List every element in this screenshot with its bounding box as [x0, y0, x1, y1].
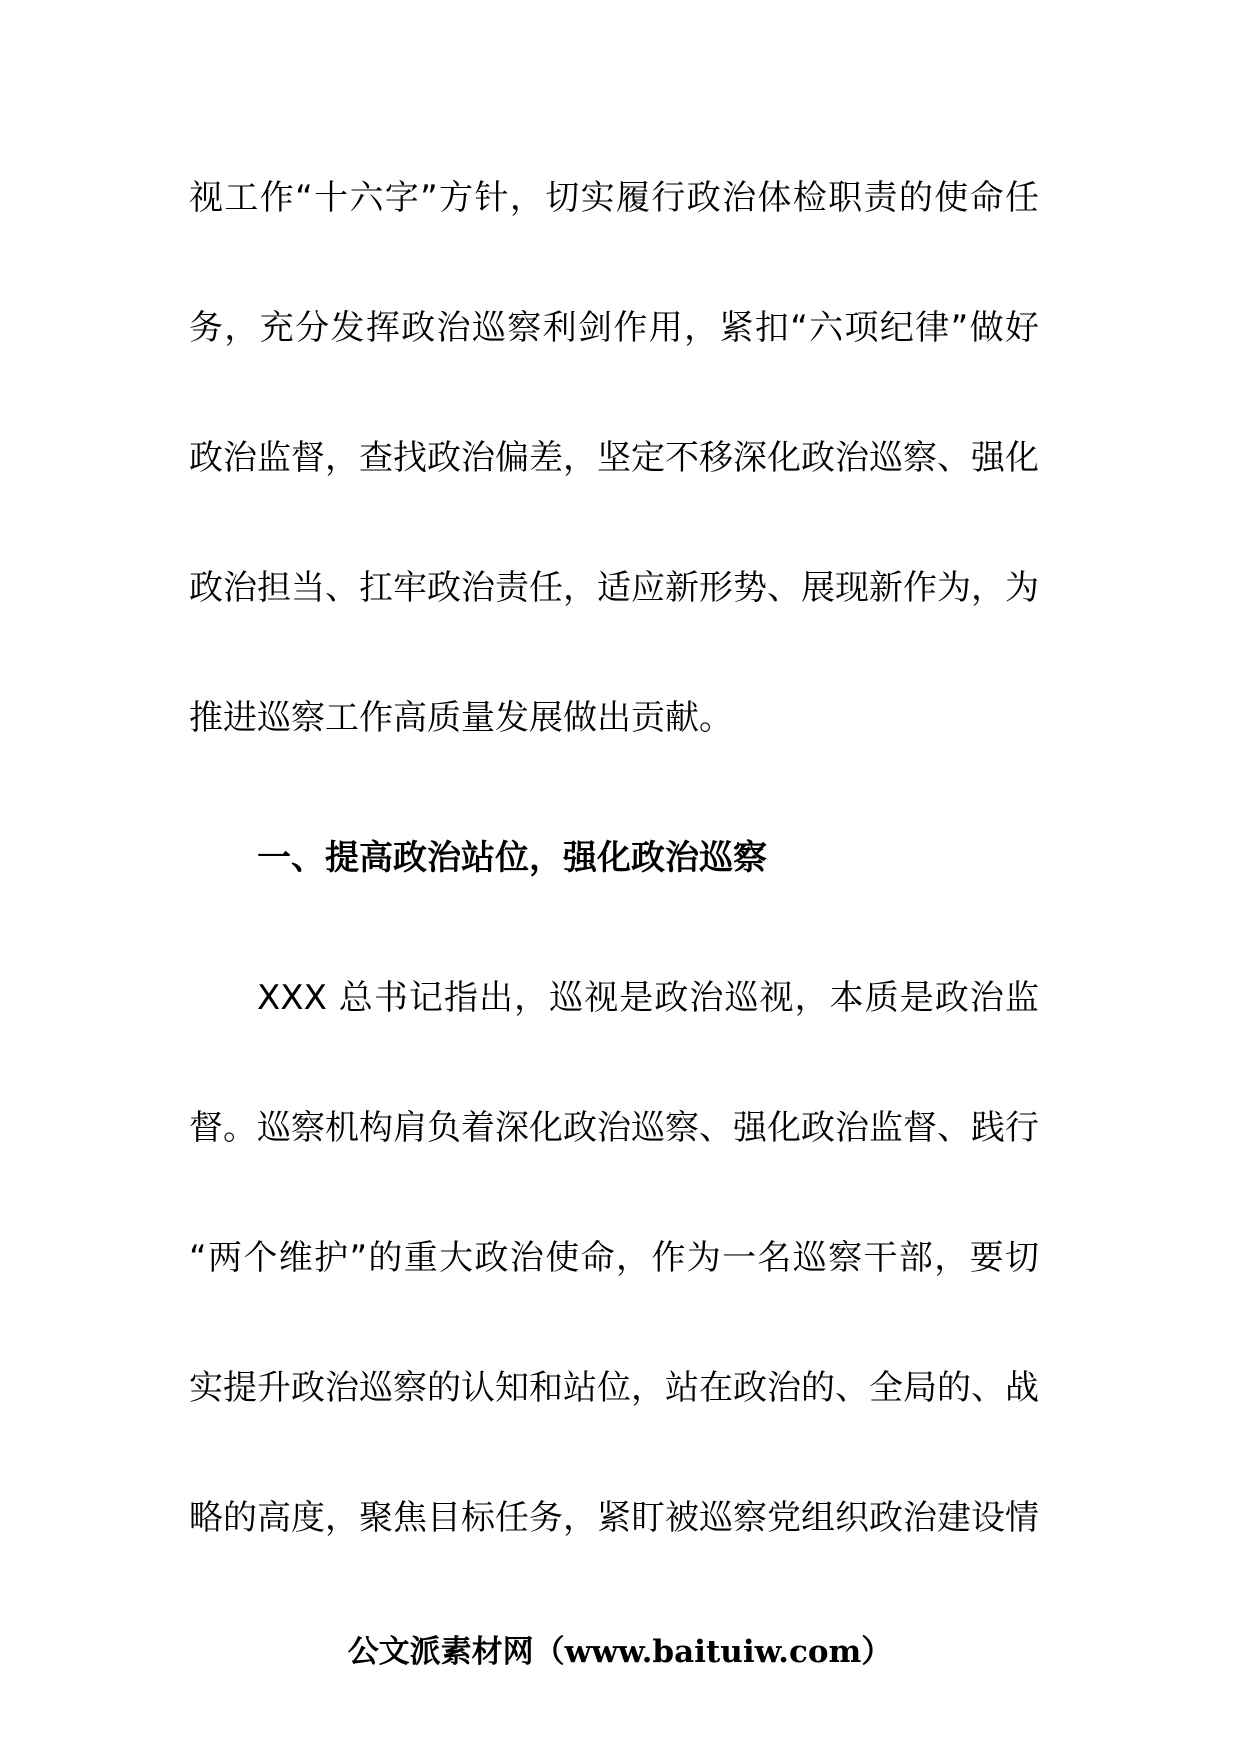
section-heading: 一、提高政治站位，强化政治巡察 — [257, 838, 767, 878]
paragraph-1-line-5: 推进巡察工作高质量发展做出贡献。 — [189, 698, 733, 738]
paragraph-2-line-2: 督。巡察机构肩负着深化政治巡察、强化政治监督、践行 — [189, 1108, 1039, 1148]
paragraph-1-line-3: 政治监督，查找政治偏差，坚定不移深化政治巡察、强化 — [189, 438, 1039, 478]
paragraph-2-line-1: XXX 总书记指出，巡视是政治巡视，本质是政治监 — [257, 978, 1039, 1018]
paragraph-1-line-1: 视工作“十六字”方针，切实履行政治体检职责的使命任 — [189, 178, 1039, 218]
paragraph-2-line-3: “两个维护”的重大政治使命，作为一名巡察干部，要切 — [189, 1238, 1039, 1278]
paragraph-1-line-2: 务，充分发挥政治巡察利剑作用，紧扣“六项纪律”做好 — [189, 308, 1039, 348]
footer-watermark: 公文派素材网（www.baituiw.com） — [347, 1634, 893, 1670]
paragraph-1-line-4: 政治担当、扛牢政治责任，适应新形势、展现新作为，为 — [189, 568, 1039, 608]
paragraph-2-line-5: 略的高度，聚焦目标任务，紧盯被巡察党组织政治建设情 — [189, 1498, 1039, 1538]
paragraph-2-line-4: 实提升政治巡察的认知和站位，站在政治的、全局的、战 — [189, 1368, 1039, 1408]
